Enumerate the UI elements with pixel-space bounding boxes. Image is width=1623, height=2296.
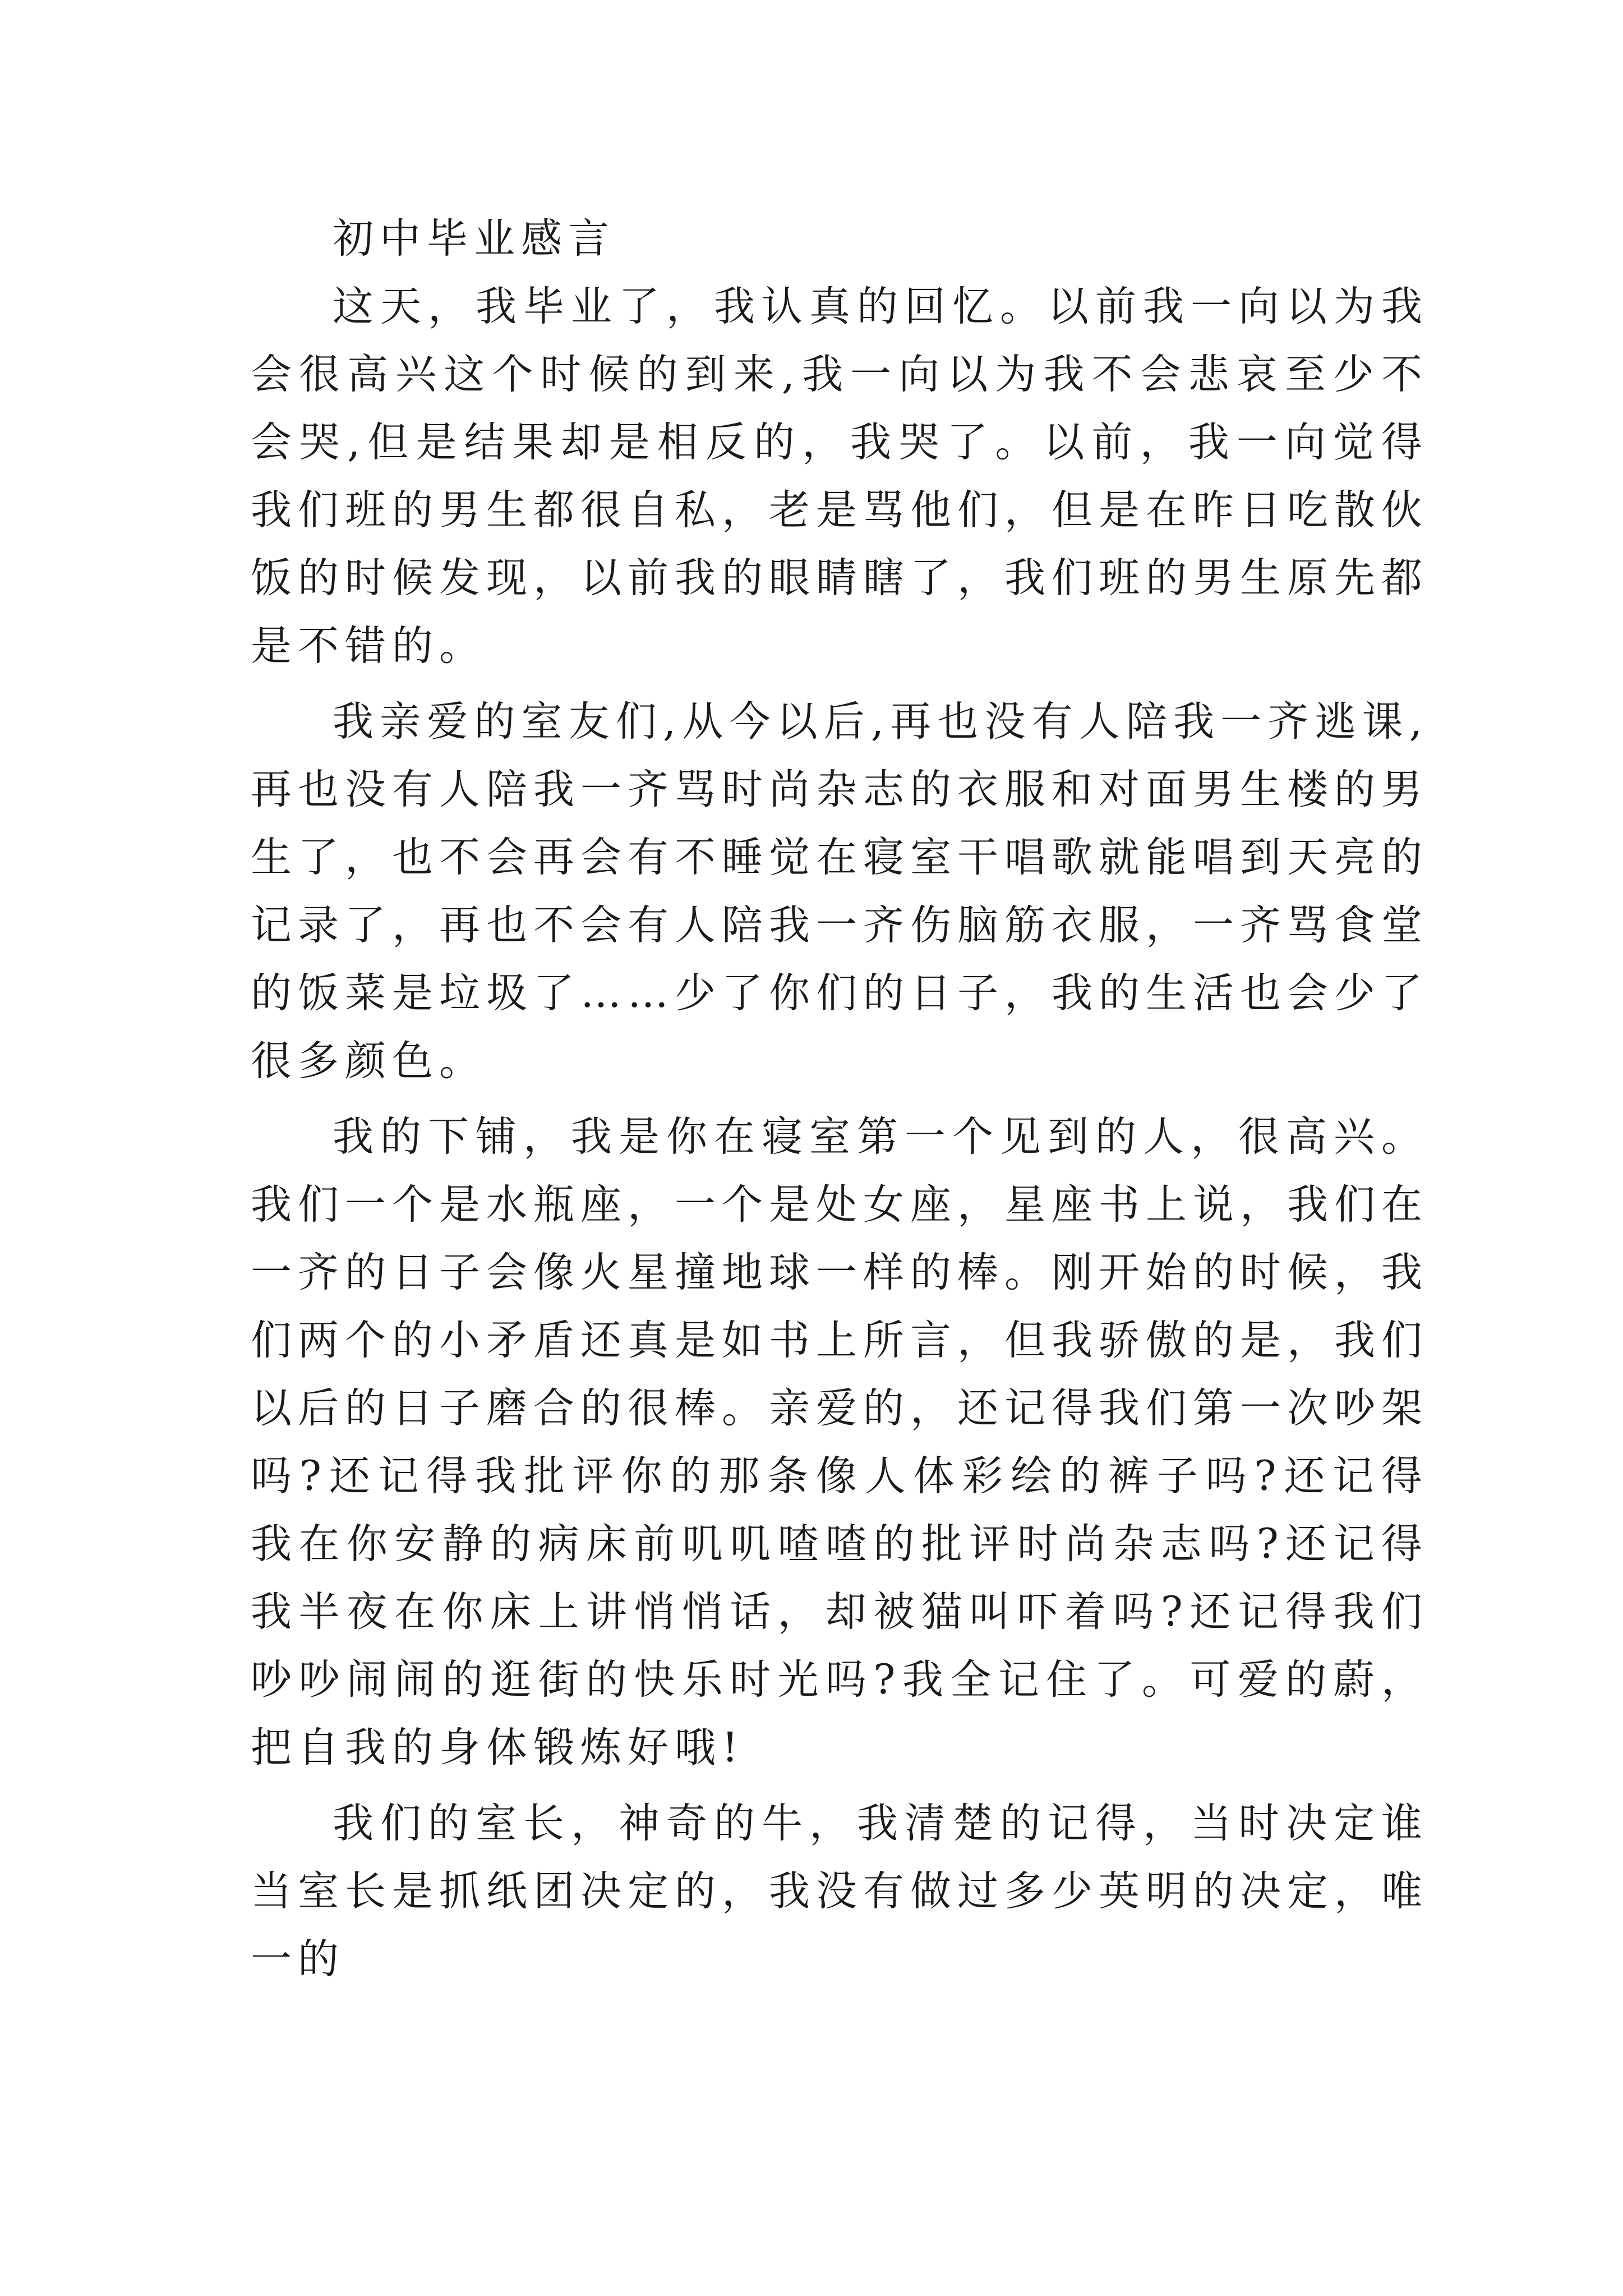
paragraph-4: 我们的室长，神奇的牛，我清楚的记得，当时决定谁当室长是抓纸团决定的，我没有做过多少英明的决定，唯一的 <box>251 1800 1428 1983</box>
paragraph-2: 我亲爱的室友们,从今以后,再也没有人陪我一齐逃课,再也没有人陪我一齐骂时尚杂志的衣服和对面男生楼的男生了，也不会再会有不睡觉在寝室干唱歌就能唱到天亮的记录了，再也不会有人陪我一齐伤脑筋衣服，一齐骂食堂的饭菜是垃圾了……少了你们的日子，我的生活也会少了很多颜色。 <box>251 698 1428 1085</box>
document-body <box>251 205 1428 1993</box>
paragraph-1: 这天，我毕业了，我认真的回忆。以前我一向以为我会很高兴这个时候的到来,我一向以为我不会悲哀至少不会哭,但是结果却是相反的，我哭了。以前，我一向觉得我们班的男生都很自私，老是骂他们，但是在昨日吃散伙饭的时候发现，以前我的眼睛瞎了，我们班的男生原先都是不错的。 <box>251 283 1428 670</box>
document-title: 初中毕业感言 <box>333 215 615 263</box>
paragraph-3: 我的下铺，我是你在寝室第一个见到的人，很高兴。我们一个是水瓶座，一个是处女座，星座书上说，我们在一齐的日子会像火星撞地球一样的棒。刚开始的时候，我们两个的小矛盾还真是如书上所言，但我骄傲的是，我们以后的日子磨合的很棒。亲爱的，还记得我们第一次吵架吗?还记得我批评你的那条像人体彩绘的裤子吗?还记得我在你安静的病床前叽叽喳喳的批评时尚杂志吗?还记得我半夜在你床上讲悄悄话，却被猫叫吓着吗?还记得我们吵吵闹闹的逛街的快乐时光吗?我全记住了。可爱的蔚，把自我的身体锻炼好哦! <box>251 1113 1428 1772</box>
